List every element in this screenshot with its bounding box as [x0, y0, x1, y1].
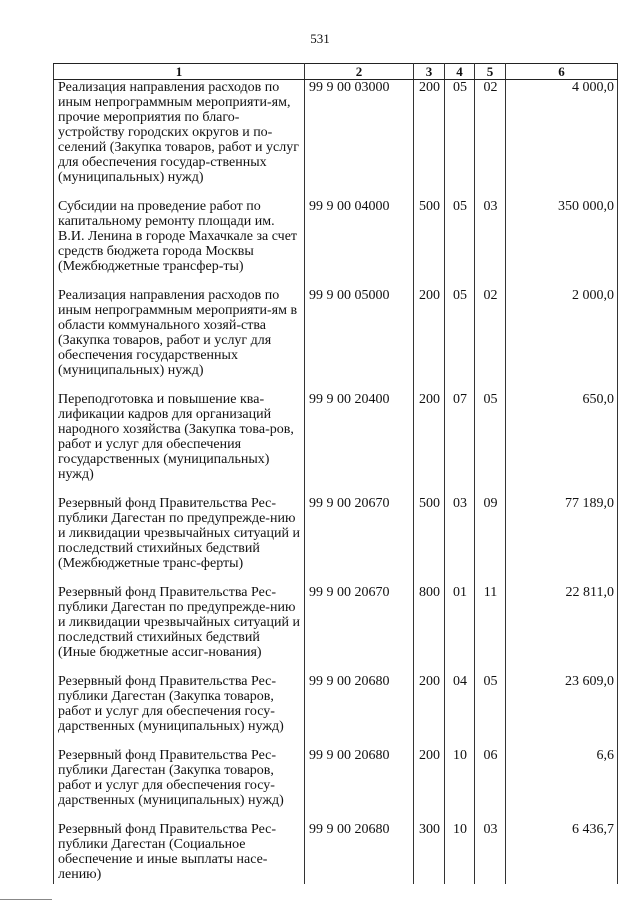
row-subsection: 11 — [475, 585, 506, 660]
row-amount: 22 811,0 — [506, 585, 618, 660]
row-target-code: 99 9 00 20400 — [305, 392, 414, 482]
row-expense-type: 200 — [414, 748, 445, 808]
table-row — [54, 674, 618, 734]
row-section: 07 — [445, 392, 475, 482]
table-row — [54, 748, 618, 808]
row-section: 05 — [445, 199, 475, 274]
row-expense-type: 200 — [414, 80, 445, 186]
row-section: 05 — [445, 288, 475, 378]
row-description: Резервный фонд Правительства Рес-публики Дагестан (Закупка товаров, работ и услуг для обеспечения госу-дарственных (муниципальных) нужд) — [54, 674, 305, 734]
row-target-code: 99 9 00 05000 — [305, 288, 414, 378]
header-col-6: 6 — [506, 64, 618, 80]
table-row — [54, 496, 618, 571]
table-row — [54, 80, 618, 186]
row-target-code: 99 9 00 03000 — [305, 80, 414, 186]
page-number: 531 — [310, 31, 330, 46]
row-section: 10 — [445, 748, 475, 808]
budget-table — [53, 63, 618, 884]
row-expense-type: 500 — [414, 496, 445, 571]
row-subsection: 05 — [475, 674, 506, 734]
row-description: Переподготовка и повышение ква-лификации кадров для организаций народного хозяйства (Закупка това-ров, работ и услуг для обеспечения государственных (муниципальных) нужд) — [54, 392, 305, 482]
table-row — [54, 199, 618, 274]
row-amount: 650,0 — [506, 392, 618, 482]
row-target-code: 99 9 00 20670 — [305, 585, 414, 660]
row-expense-type: 200 — [414, 288, 445, 378]
row-amount: 6 436,7 — [506, 822, 618, 884]
row-section: 03 — [445, 496, 475, 571]
row-section: 05 — [445, 80, 475, 186]
row-amount: 350 000,0 — [506, 199, 618, 274]
row-target-code: 99 9 00 04000 — [305, 199, 414, 274]
row-subsection: 05 — [475, 392, 506, 482]
row-subsection: 02 — [475, 288, 506, 378]
row-amount: 2 000,0 — [506, 288, 618, 378]
header-col-2: 2 — [305, 64, 414, 80]
row-expense-type: 800 — [414, 585, 445, 660]
row-amount: 23 609,0 — [506, 674, 618, 734]
row-subsection: 09 — [475, 496, 506, 571]
header-row — [54, 64, 618, 80]
row-expense-type: 200 — [414, 392, 445, 482]
header-col-1: 1 — [54, 64, 305, 80]
row-subsection: 03 — [475, 822, 506, 884]
row-section: 10 — [445, 822, 475, 884]
row-description: Резервный фонд Правительства Рес-публики Дагестан по предупрежде-нию и ликвидации чрезвычайных ситуаций и последствий стихийных бедствий (Межбюджетные транс-ферты) — [54, 496, 305, 571]
row-subsection: 03 — [475, 199, 506, 274]
row-description: Резервный фонд Правительства Рес-публики Дагестан (Закупка товаров, работ и услуг для обеспечения госу-дарственных (муниципальных) нужд) — [54, 748, 305, 808]
row-description: Резервный фонд Правительства Рес-публики Дагестан (Социальное обеспечение и иные выплаты насе-лению) — [54, 822, 305, 884]
table-row — [54, 392, 618, 482]
row-subsection: 02 — [475, 80, 506, 186]
table-row — [54, 585, 618, 660]
row-description: Субсидии на проведение работ по капитальному ремонту площади им. В.И. Ленина в городе Махачкале за счет средств бюджета города Москвы (Межбюджетные трансфер-ты) — [54, 199, 305, 274]
row-description: Реализация направления расходов по иным непрограммным мероприяти-ям в области коммунального хозяй-ства (Закупка товаров, работ и услуг для обеспечения государственных (муниципальных) нужд) — [54, 288, 305, 378]
row-amount: 4 000,0 — [506, 80, 618, 186]
row-section: 04 — [445, 674, 475, 734]
row-target-code: 99 9 00 20680 — [305, 822, 414, 884]
scan-edge-mark — [0, 899, 52, 900]
row-expense-type: 500 — [414, 199, 445, 274]
row-expense-type: 200 — [414, 674, 445, 734]
row-target-code: 99 9 00 20680 — [305, 674, 414, 734]
row-amount: 77 189,0 — [506, 496, 618, 571]
header-col-3: 3 — [414, 64, 445, 80]
row-amount: 6,6 — [506, 748, 618, 808]
row-subsection: 06 — [475, 748, 506, 808]
row-target-code: 99 9 00 20680 — [305, 748, 414, 808]
header-col-4: 4 — [445, 64, 475, 80]
row-description: Реализация направления расходов по иным непрограммным мероприяти-ям, прочие мероприятия по благо-устройству городских округов и по-селений (Закупка товаров, работ и услуг для обеспечения государ-ственных (муниципальных) нужд) — [54, 80, 305, 186]
row-target-code: 99 9 00 20670 — [305, 496, 414, 571]
table-row — [54, 288, 618, 378]
header-col-5: 5 — [475, 64, 506, 80]
table-row — [54, 822, 618, 884]
row-expense-type: 300 — [414, 822, 445, 884]
row-section: 01 — [445, 585, 475, 660]
row-description: Резервный фонд Правительства Рес-публики Дагестан по предупрежде-нию и ликвидации чрезвычайных ситуаций и последствий стихийных бедствий (Иные бюджетные ассиг-нования) — [54, 585, 305, 660]
